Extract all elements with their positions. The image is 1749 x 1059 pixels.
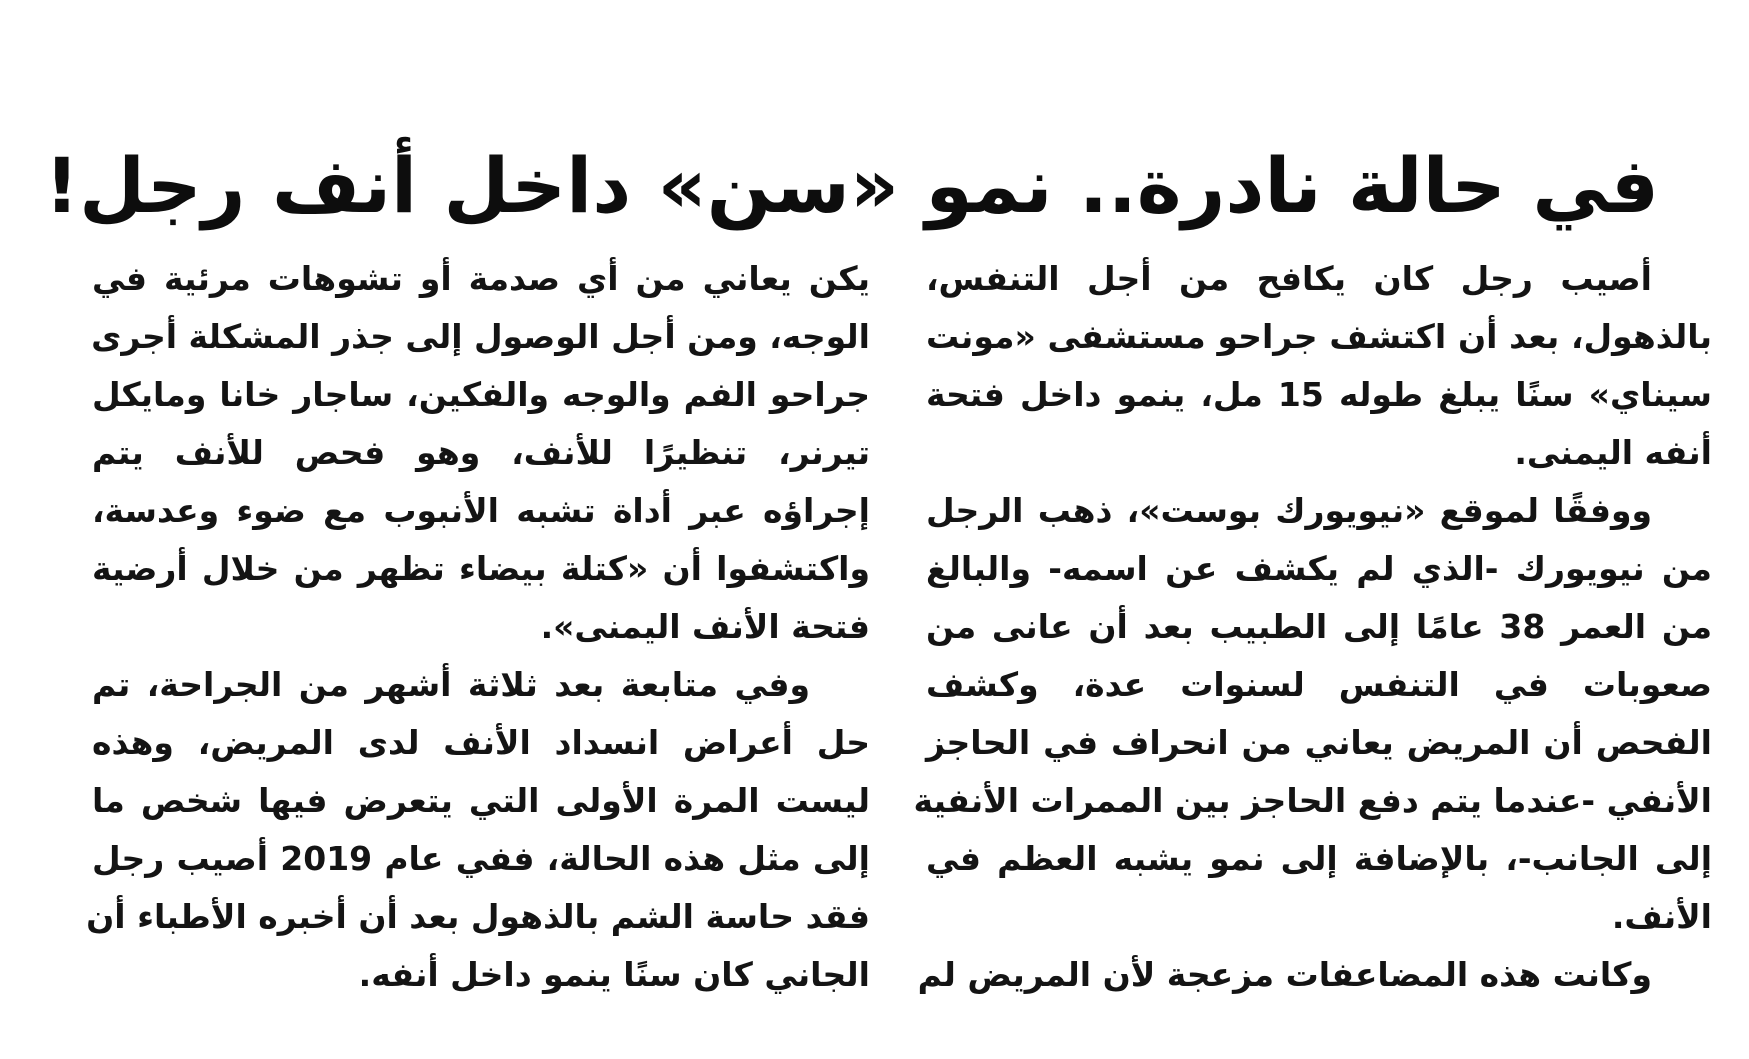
article-column-left xyxy=(86,250,870,1004)
paragraph-2 xyxy=(913,482,1713,946)
text-line: من العمر 38 عامًا إلى الطبيب بعد أن عانى من xyxy=(926,607,1713,646)
text-line: من نيويورك -الذي لم يكشف عن اسمه- والبالغ xyxy=(926,549,1712,588)
text-line: فتحة الأنف اليمنى». xyxy=(540,607,870,646)
text-line: حل أعراض انسداد الأنف لدى المريض، وهذه xyxy=(92,723,870,762)
paragraph-3-continued xyxy=(92,250,870,656)
text-line: الوجه، ومن أجل الوصول إلى جذر المشكلة أجرى xyxy=(91,317,870,356)
text-line: صعوبات في التنفس لسنوات عدة، وكشف xyxy=(926,665,1712,704)
text-line: وفي متابعة بعد ثلاثة أشهر من الجراحة، تم xyxy=(92,665,810,704)
text-line: أصيب رجل كان يكافح من أجل التنفس، xyxy=(926,259,1652,298)
text-line: الجاني كان سنًا ينمو داخل أنفه. xyxy=(358,955,870,994)
text-line: إلى الجانب-، بالإضافة إلى نمو يشبه العظم في xyxy=(926,839,1712,878)
text-line: الأنف. xyxy=(1611,897,1712,936)
paragraph-4 xyxy=(86,656,870,1004)
text-line: واكتشفوا أن «كتلة بيضاء تظهر من خلال أرضية xyxy=(92,549,870,588)
text-line: ووفقًا لموقع «نيويورك بوست»، ذهب الرجل xyxy=(926,491,1652,530)
text-line: يكن يعاني من أي صدمة أو تشوهات مرئية في xyxy=(92,259,870,298)
text-line: أنفه اليمنى. xyxy=(1514,433,1712,472)
paragraph-1 xyxy=(926,250,1712,482)
text-line: فقد حاسة الشم بالذهول بعد أن أخبره الأطباء أن xyxy=(86,897,870,936)
article-headline: في حالة نادرة.. نمو «سن» داخل أنف رجل! xyxy=(44,140,1659,230)
text-line: الأنفي -عندما يتم دفع الحاجز بين الممرات الأنفية xyxy=(913,781,1712,820)
text-line: تيرنر، تنظيرًا للأنف، وهو فحص للأنف يتم xyxy=(92,433,870,472)
text-line: جراحو الفم والوجه والفكين، ساجار خانا ومايكل xyxy=(92,375,870,414)
text-line: سيناي» سنًا يبلغ طوله 15 مل، ينمو داخل فتحة xyxy=(926,375,1712,414)
text-line: بالذهول، بعد أن اكتشف جراحو مستشفى «مونت xyxy=(926,317,1712,356)
text-line: وكانت هذه المضاعفات مزعجة لأن المريض لم xyxy=(917,955,1652,994)
paragraph-3 xyxy=(917,946,1712,1004)
article-column-right xyxy=(913,250,1713,1004)
text-line: إجراؤه عبر أداة تشبه الأنبوب مع ضوء وعدسة، xyxy=(92,491,870,530)
text-line: الفحص أن المريض يعاني من انحراف في الحاجز xyxy=(926,723,1712,762)
text-line: ليست المرة الأولى التي يتعرض فيها شخص ما xyxy=(92,781,870,820)
text-line: إلى مثل هذه الحالة، ففي عام 2019 أصيب رجل xyxy=(92,839,870,878)
